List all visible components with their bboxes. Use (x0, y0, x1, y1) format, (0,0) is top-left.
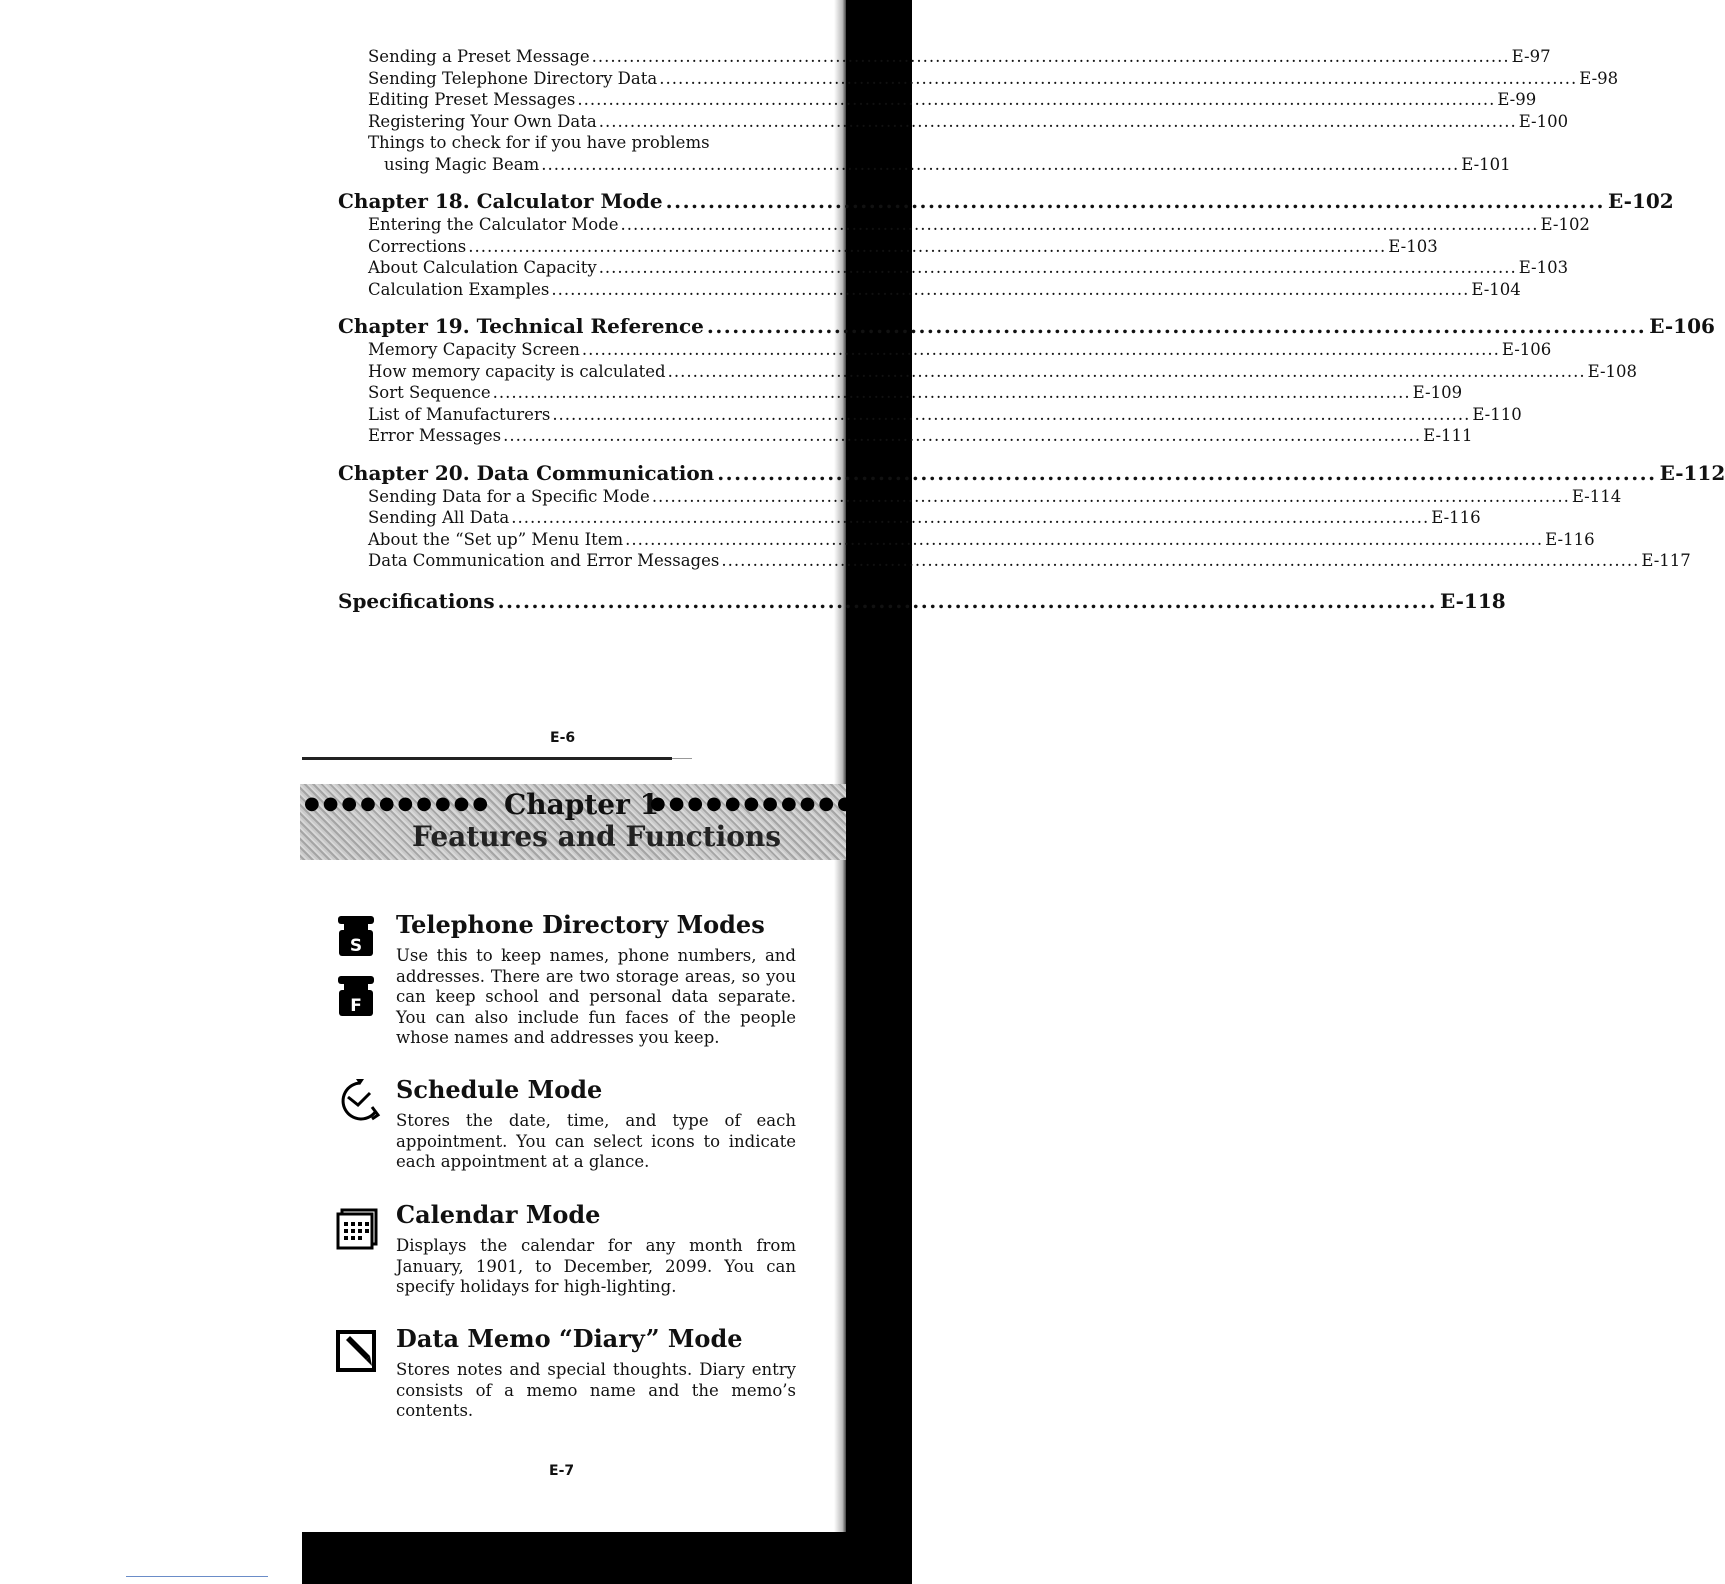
toc-entry[interactable]: Things to check for if you have problems (368, 133, 710, 152)
toc-entry[interactable]: Memory Capacity Screen ..... E-106 (368, 339, 788, 361)
svg-text:F: F (350, 996, 362, 1016)
toc-entry[interactable]: Error Messages ..... E-111 (368, 425, 788, 447)
banner-chapter-title: Chapter 1 (504, 788, 660, 821)
banner-subtitle: Features and Functions (412, 820, 782, 853)
toc-entry[interactable]: Sort Sequence ..... E-109 (368, 382, 788, 404)
toc-specifications[interactable]: Specifications ..... E-118 (338, 588, 788, 614)
feature-description: Stores notes and special thoughts. Diary entry consists of a memo name and the memo’s contents. (396, 1360, 796, 1420)
svg-text:S: S (349, 936, 363, 956)
toc-entry[interactable]: Calculation Examples ..... E-104 (368, 279, 788, 301)
toc-entry[interactable]: Sending Data for a Specific Mode ..... E-114 (368, 486, 788, 508)
toc-entry[interactable]: Entering the Calculator Mode ..... E-102 (368, 214, 788, 236)
toc-chapter-18[interactable]: Chapter 18. Calculator Mode ..... E-102 (338, 188, 788, 214)
toc-chapter-19[interactable]: Chapter 19. Technical Reference ..... E-106 (338, 313, 788, 339)
banner-dots-left: ●●●●●●●●●● (304, 793, 492, 814)
toc-entry[interactable]: About Calculation Capacity ..... E-103 (368, 257, 788, 279)
feature-title: Schedule Mode (396, 1075, 603, 1104)
page-number-top: E-6 (550, 730, 576, 746)
toc-chapter-20[interactable]: Chapter 20. Data Communication ..... E-112 (338, 460, 788, 486)
feature-title: Calendar Mode (396, 1200, 601, 1229)
toc-entry[interactable]: using Magic Beam ..... E-101 (368, 154, 788, 176)
feature-title: Telephone Directory Modes (396, 910, 765, 939)
feature-title: Data Memo “Diary” Mode (396, 1324, 743, 1353)
feature-description: Use this to keep names, phone numbers, and addresses. There are two storage areas, so you can keep school and personal data separate. You can also include fun faces of the people whose names and addresses you keep. (396, 946, 796, 1047)
scan-border-bottom (302, 1532, 912, 1584)
table-of-contents (338, 46, 1725, 614)
toc-entry[interactable]: Sending Telephone Directory Data ..... E-98 (368, 68, 788, 90)
page-divider (302, 757, 672, 760)
feature-description: Stores the date, time, and type of each appointment. You can select icons to indicate each appointment at a glance. (396, 1111, 796, 1171)
calendar-icon (336, 1202, 382, 1254)
banner-dots-right: ●●●●●●●●●●●● (650, 793, 875, 814)
clock-icon (336, 1077, 384, 1129)
toc-entry[interactable]: Registering Your Own Data ..... E-100 (368, 111, 788, 133)
toc-entry[interactable]: About the “Set up” Menu Item ..... E-116 (368, 529, 788, 551)
feature-description: Displays the calendar for any month from January, 1901, to December, 2099. You can specify holidays for high-lighting. (396, 1236, 796, 1296)
feature-data-memo (336, 1324, 796, 1422)
chapter-banner (300, 784, 875, 860)
toc-entry[interactable]: Data Communication and Error Messages ..... E-117 (368, 550, 788, 572)
toc-entry[interactable]: Corrections ..... E-103 (368, 236, 788, 258)
toc-entry[interactable]: Editing Preset Messages ..... E-99 (368, 89, 788, 111)
feature-schedule (336, 1075, 796, 1173)
bottom-rule (126, 1576, 268, 1577)
feature-calendar (336, 1200, 796, 1298)
toc-entry[interactable]: Sending All Data ..... E-116 (368, 507, 788, 529)
memo-icon (336, 1326, 380, 1378)
toc-entry[interactable]: Sending a Preset Message ..... E-97 (368, 46, 788, 68)
telephone-icon (336, 912, 378, 1026)
toc-entry[interactable]: How memory capacity is calculated ..... E-108 (368, 361, 788, 383)
toc-entry[interactable]: List of Manufacturers ..... E-110 (368, 404, 788, 426)
feature-telephone-directory (336, 910, 796, 1049)
page-number-bottom: E-7 (549, 1463, 575, 1479)
